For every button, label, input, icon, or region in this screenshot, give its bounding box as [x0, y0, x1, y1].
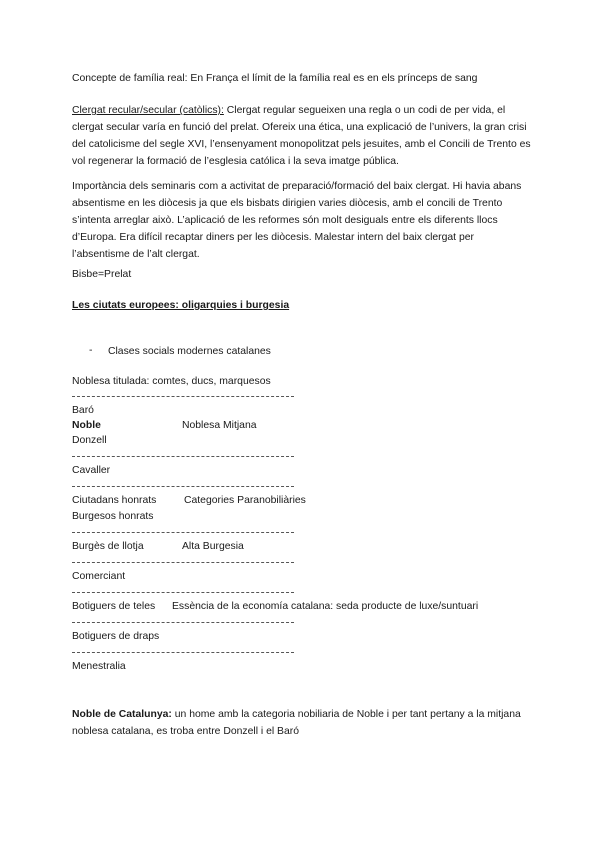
divider: [72, 562, 294, 563]
noble-catalunya-term: Noble de Catalunya:: [72, 709, 172, 720]
divider: [72, 652, 294, 653]
paragraph-noble-catalunya: [72, 706, 532, 740]
hier-noblesa-titulada: Noblesa titulada: comtes, ducs, marquesos: [72, 376, 271, 387]
hier-menestralia: Menestralia: [72, 661, 126, 672]
divider: [72, 622, 294, 623]
hier-botiguers-draps: Botiguers de draps: [72, 631, 160, 642]
paragraph-clergat: [72, 102, 532, 170]
clergat-text: Clergat regular segueixen una regla o un codi de per vida, el clergat secular varía en funció del prelat. Ofereix una ética, una explicació de l’univers, la gran crisi del catolicisme del segle XVI, l’ensenyament monopolitzat pels jesuites, amb el Concili de Trento es vol regenerar la formació de l’esglesia católica i la seva imatge pública.: [72, 105, 531, 167]
divider: [72, 396, 294, 397]
noble-catalunya-text: un home amb la categoria nobiliaria de Noble i per tant pertany a la mitjana noblesa catalana, es troba entre Donzell i el Baró: [72, 709, 521, 737]
paragraph-bisbe: Bisbe=Prelat: [72, 269, 132, 280]
hier-paranobiliaries: Categories Paranobiliàries: [184, 495, 306, 506]
hier-burgesos: Burgesos honrats: [72, 511, 154, 522]
bullet-text: Clases socials modernes catalanes: [108, 346, 271, 357]
hier-donzell: Donzell: [72, 435, 107, 446]
hier-botiguers-teles: Botiguers de teles: [72, 601, 156, 612]
hier-cavaller: Cavaller: [72, 465, 111, 476]
clergat-term: Clergat recular/secular (catòlics):: [72, 105, 224, 116]
hier-baro: Baró: [72, 405, 94, 416]
hier-noble: Noble: [72, 420, 101, 431]
hier-burges-llotja: Burgès de llotja: [72, 541, 144, 552]
divider: [72, 592, 294, 593]
hier-essencia: Essència de la economía catalana: seda producte de luxe/suntuari: [172, 601, 479, 612]
hier-comerciant: Comerciant: [72, 571, 126, 582]
bullet-dash: -: [89, 345, 93, 356]
divider: [72, 456, 294, 457]
divider: [72, 486, 294, 487]
paragraph-familia-real: Concepte de família real: En França el límit de la família real es en els prínceps de sang: [72, 73, 478, 84]
hier-alta-burgesia: Alta Burgesia: [182, 541, 244, 552]
divider: [72, 532, 294, 533]
section-heading: Les ciutats europees: oligarquies i burgesia: [72, 300, 290, 311]
hier-noblesa-mitjana: Noblesa Mitjana: [182, 420, 257, 431]
paragraph-seminaris: Importància dels seminaris com a activitat de preparació/formació del baix clergat. Hi havia abans absentisme en les diòcesis ja que els bisbats dirigien varies diòcesis, amb el concili de Trento s’intenta arreglar això. L’aplicació de les reformes són molt desiguals entre els diferents llocs d’Europa. Era difícil recaptar diners per les diòcesis. Malestar intern del baix clergat per l’absentisme de l’alt clergat.: [72, 181, 522, 260]
hier-ciutadans: Ciutadans honrats: [72, 495, 157, 506]
